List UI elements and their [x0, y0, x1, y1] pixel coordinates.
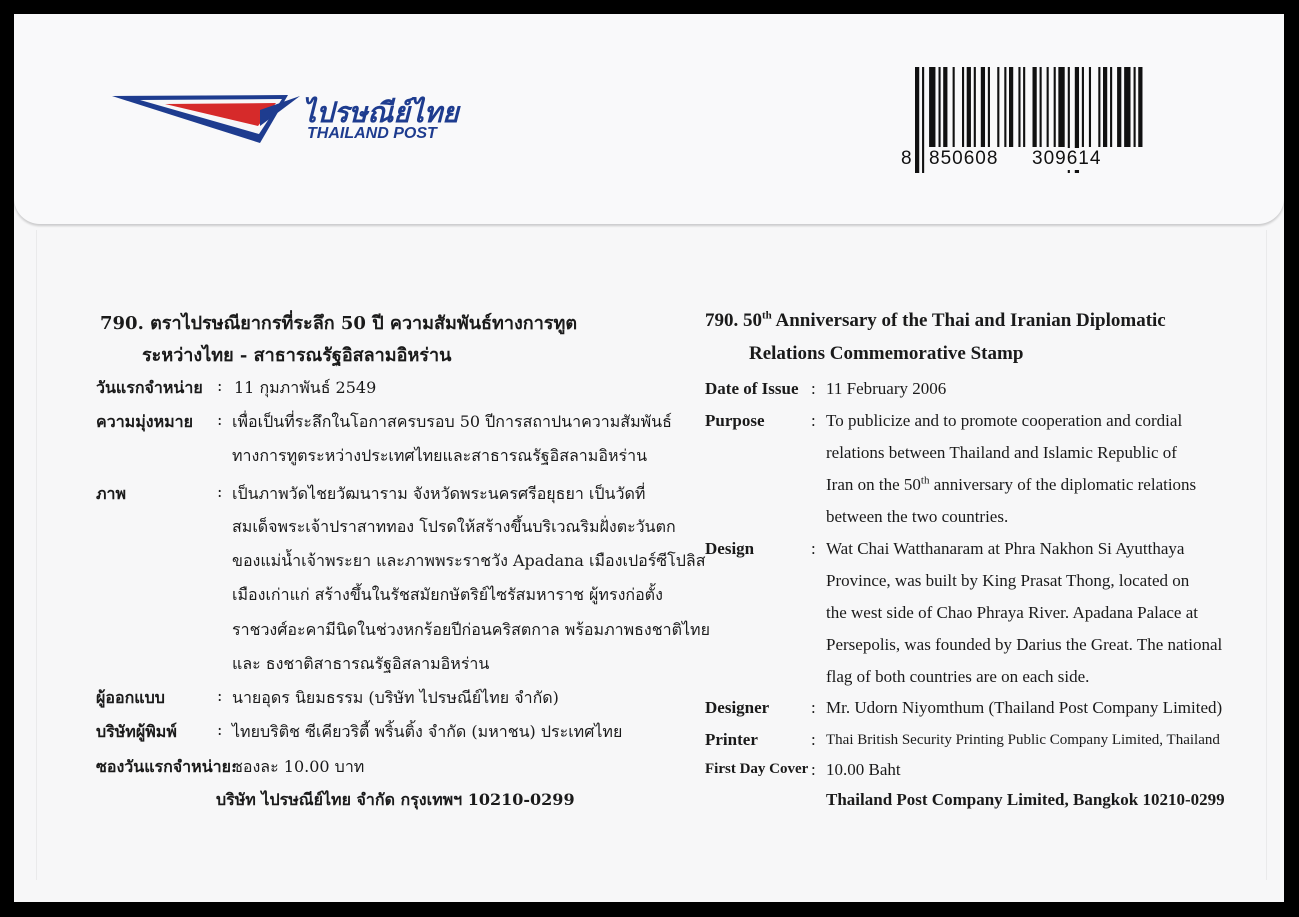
purpose-line3-superscript: th: [920, 474, 930, 487]
colon: :: [811, 760, 816, 779]
barcode-bar: [1047, 67, 1049, 147]
barcode-bar: [1089, 67, 1091, 147]
colon: :: [811, 379, 816, 398]
english-fdc-label: First Day Cover: [705, 761, 809, 777]
thai-purpose-line: เพื่อเป็นที่ระลึกในโอกาสครบรอบ 50 ปีการสถาปนาความสัมพันธ์: [232, 412, 672, 431]
colon: :: [217, 376, 223, 395]
colon: :: [811, 411, 816, 430]
barcode-bar: [943, 67, 947, 147]
thai-title-line1: 790. ตราไปรษณียากรที่ระลึก 50 ปี ความสัมพันธ์ทางการทูต: [100, 313, 578, 334]
barcode-bar: [1082, 67, 1084, 147]
english-designer-label: Designer: [705, 698, 770, 717]
barcode-bar: [1018, 67, 1020, 147]
english-design-line: the west side of Chao Phraya River. Apadana Palace at: [826, 603, 1198, 622]
logo-thai-text: ไปรษณีย์ไทย: [302, 96, 459, 129]
english-fdc-value: 10.00 Baht: [826, 760, 901, 779]
barcode-bar: [967, 67, 971, 147]
thai-company: บริษัท ไปรษณีย์ไทย จำกัด กรุงเทพฯ 10210-0299: [216, 790, 575, 809]
barcode-bar: [1110, 67, 1112, 147]
colon: :: [217, 482, 223, 501]
barcode-bar: [1117, 67, 1121, 147]
barcode-bar: [1009, 67, 1013, 147]
thai-designer-value: นายอุดร นิยมธรรม (บริษัท ไปรษณีย์ไทย จำกัด): [232, 688, 559, 707]
english-printer-label: Printer: [705, 730, 758, 749]
thai-fdc-label: ซองวันแรกจำหน่าย:: [96, 757, 237, 776]
barcode-bar: [1023, 67, 1025, 147]
english-title-line2: Relations Commemorative Stamp: [749, 343, 1024, 364]
logo-english-text: THAILAND POST: [307, 125, 437, 142]
thai-title-line2: ระหว่างไทย - สาธารณรัฐอิสลามอิหร่าน: [142, 345, 452, 366]
title-ordinal: 50: [743, 310, 762, 331]
thai-design-label: ภาพ: [96, 484, 127, 503]
english-designer-value: Mr. Udorn Niyomthum (Thailand Post Company Limited): [826, 698, 1223, 717]
title-number: 790.: [705, 310, 739, 331]
barcode-number: [901, 148, 1147, 176]
barcode-right-digits: 309614: [1028, 148, 1105, 170]
english-date-value: 11 February 2006: [826, 379, 947, 398]
barcode-bar: [1054, 67, 1056, 147]
english-purpose-line: relations between Thailand and Islamic Republic of: [826, 443, 1177, 462]
english-company: Thailand Post Company Limited, Bangkok 10210-0299: [826, 790, 1225, 809]
colon: :: [217, 410, 223, 429]
barcode-bar: [1103, 67, 1107, 147]
thai-fdc-value: ซองละ 10.00 บาท: [232, 757, 365, 776]
barcode-bar: [974, 67, 976, 147]
colon: :: [811, 730, 816, 749]
barcode-bar: [988, 67, 990, 147]
barcode-bar: [1004, 67, 1006, 147]
thai-printer-label: บริษัทผู้พิมพ์: [96, 722, 177, 741]
english-purpose-label: Purpose: [705, 411, 765, 430]
thai-design-line: เป็นภาพวัดไชยวัฒนาราม จังหวัดพระนครศรีอยุธยา เป็นวัดที่: [232, 484, 646, 503]
barcode-bar: [1124, 67, 1130, 147]
barcode-bar: [1040, 67, 1042, 147]
barcode-bar: [1033, 67, 1037, 147]
barcode-bar: [929, 67, 935, 147]
english-design-line: Persepolis, was founded by Darius the Great. The national: [826, 635, 1223, 654]
english-purpose-line: To publicize and to promote cooperation and cordial: [826, 411, 1183, 430]
thai-design-line: สมเด็จพระเจ้าปราสาททอง โปรดให้สร้างขึ้นบริเวณริมฝั่งตะวันตก: [232, 517, 676, 536]
thai-design-line: ราชวงศ์อะคามีนิดในช่วงหกร้อยปีก่อนคริสตกาล พร้อมภาพธงชาติไทย: [232, 620, 710, 639]
barcode-bar: [939, 67, 941, 147]
colon: :: [217, 686, 223, 705]
left-fold-line: [36, 230, 37, 880]
barcode-bar: [1058, 67, 1064, 147]
thai-designer-label: ผู้ออกแบบ: [96, 688, 165, 707]
english-title-line1: [705, 310, 1166, 332]
title-rest: Anniversary of the Thai and Iranian Diplomatic: [775, 310, 1166, 331]
thai-purpose-line: ทางการทูตระหว่างประเทศไทยและสาธารณรัฐอิสลามอิหร่าน: [232, 446, 647, 465]
barcode-first-digit: 8: [901, 148, 915, 170]
thai-design-line: และ ธงชาติสาธารณรัฐอิสลามอิหร่าน: [232, 654, 490, 673]
thai-purpose-label: ความมุ่งหมาย: [96, 412, 194, 431]
barcode-bar: [1134, 67, 1136, 147]
right-fold-line: [1266, 230, 1267, 880]
barcode-bar: [997, 67, 999, 147]
barcode-bar: [1098, 67, 1100, 147]
thai-date-label: วันแรกจำหน่าย: [96, 378, 203, 397]
english-printer-value: Thai British Security Printing Public Company Limited, Thailand: [826, 732, 1220, 748]
purpose-line3-start: Iran on the 50: [826, 475, 921, 494]
title-superscript: th: [762, 309, 772, 322]
thai-design-line: เมืองเก่าแก่ สร้างขึ้นในรัชสมัยกษัตริย์ไซรัสมหาราช ผู้ทรงก่อตั้ง: [232, 585, 663, 604]
english-purpose-line: between the two countries.: [826, 507, 1009, 526]
english-design-line: flag of both countries are on each side.: [826, 667, 1090, 686]
english-purpose-line: [826, 475, 1196, 495]
colon: :: [811, 698, 816, 717]
english-design-label: Design: [705, 539, 755, 558]
barcode-bar: [953, 67, 955, 147]
english-date-label: Date of Issue: [705, 379, 799, 398]
colon: :: [217, 720, 223, 739]
thai-design-line: ของแม่น้ำเจ้าพระยา และภาพพระราชวัง Apadana เมืองเปอร์ซีโปลิส: [232, 551, 706, 570]
colon: :: [811, 539, 816, 558]
thai-date-value: 11 กุมภาพันธ์ 2549: [234, 378, 377, 397]
barcode-left-digits: 850608: [925, 148, 1002, 170]
thai-printer-value: ไทยบริติช ซีเคียวริตี้ พริ้นติ้ง จำกัด (มหาชน) ประเทศไทย: [232, 722, 623, 741]
purpose-line3-end: anniversary of the diplomatic relations: [933, 475, 1197, 494]
barcode-bar: [981, 67, 985, 147]
english-design-line: Wat Chai Watthanaram at Phra Nakhon Si Ayutthaya: [826, 539, 1185, 558]
barcode-bar: [1138, 67, 1142, 147]
barcode-bar: [962, 67, 964, 147]
english-design-line: Province, was built by King Prasat Thong, located on: [826, 571, 1190, 590]
